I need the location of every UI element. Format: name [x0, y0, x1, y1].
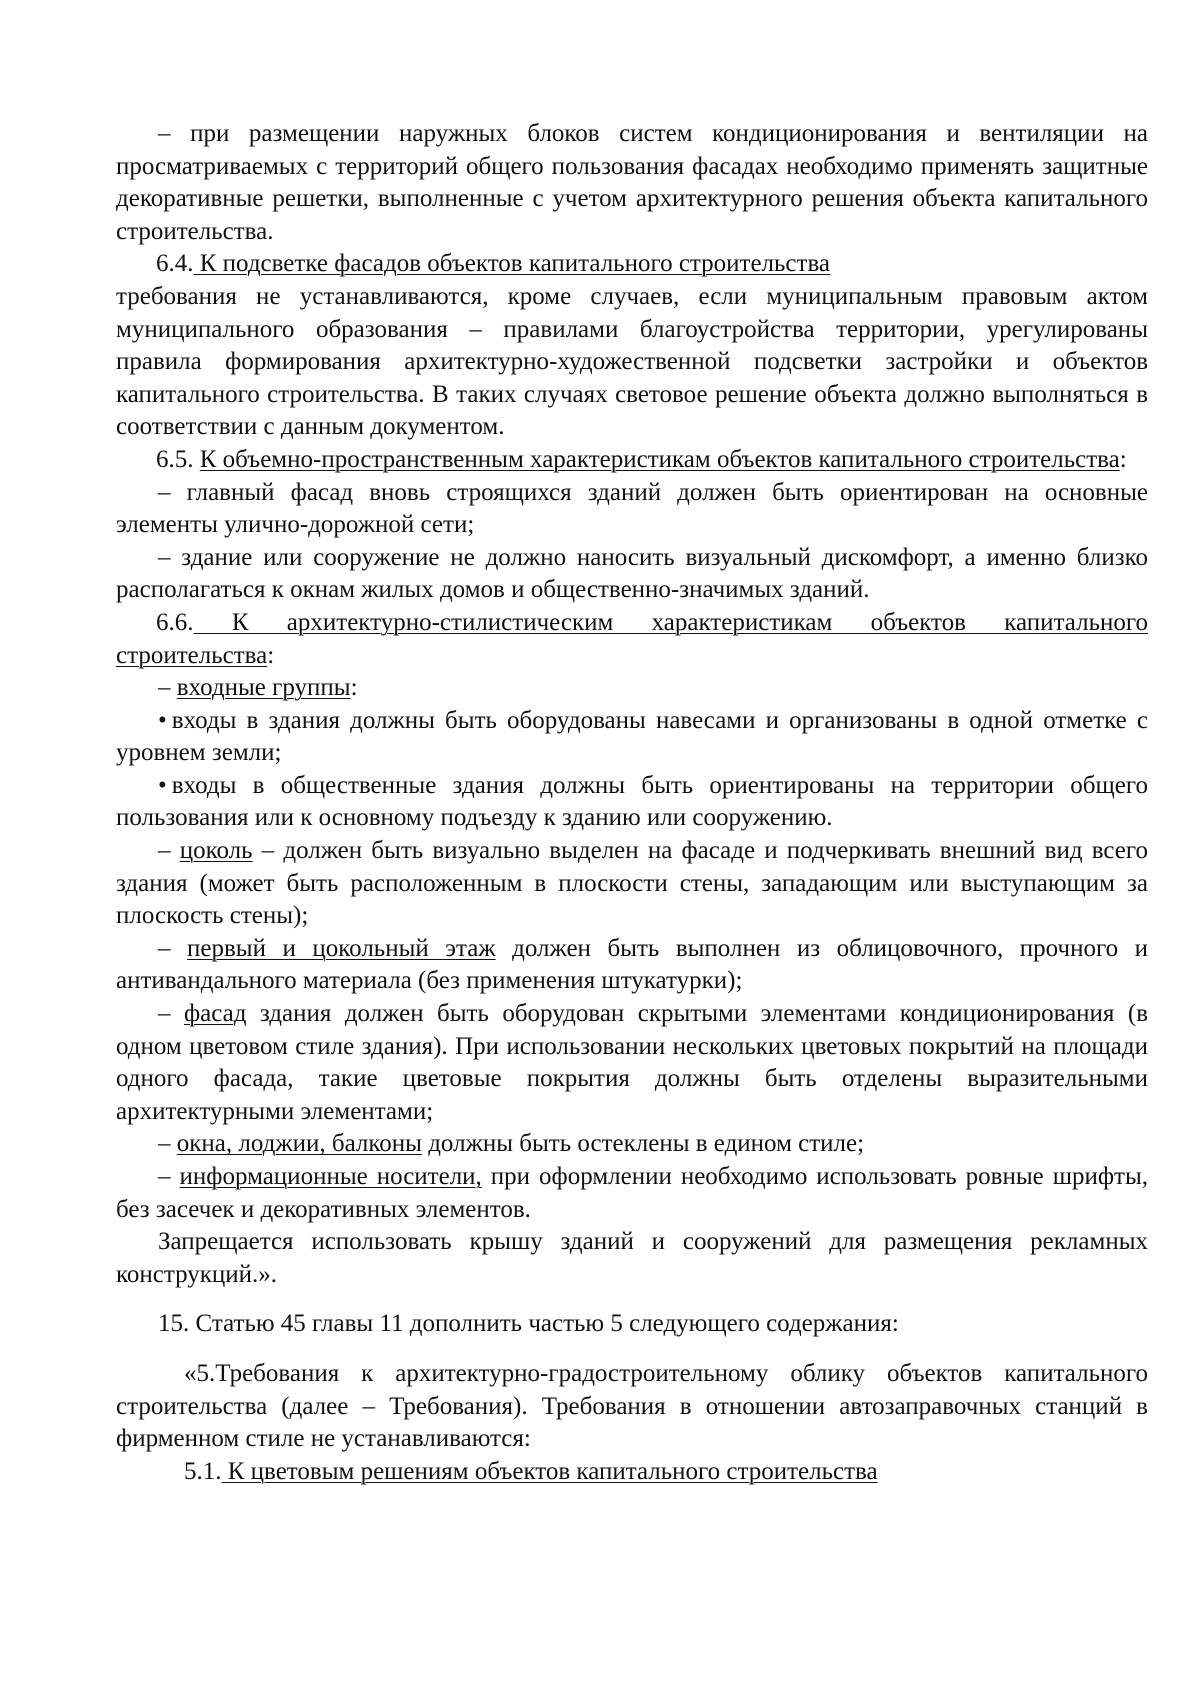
bullet-text: входы в здания должны быть оборудованы навесами и организованы в одной отметке с уровнем земли; — [116, 706, 1148, 767]
underlined-term: входные группы — [176, 674, 351, 702]
paragraph-ventilation-blocks: – при размещении наружных блоков систем кондиционирования и вентиляции на просматриваемых с территорий общего пользования фасадах необходимо применять защитные декоративные решетки, выполненные с учетом архитектурного решения объекта капитального строительства. — [116, 120, 1148, 245]
dash: – — [158, 1000, 184, 1028]
list-item-windows — [116, 1128, 1148, 1161]
list-item-entrance-groups — [116, 672, 1148, 705]
bullet-item-public-entrances — [116, 770, 1148, 835]
list-item-first-floor — [116, 933, 1148, 998]
section-number: 5.1. — [184, 1457, 222, 1485]
paragraph-item-15: 15. Статью 45 главы 11 дополнить частью 5 следующего содержания: — [158, 1310, 899, 1338]
list-item-plinth — [116, 835, 1148, 933]
section-number: 6.6. — [156, 608, 194, 636]
list-item-visual-discomfort: – здание или сооружение не должно наносить визуальный дискомфорт, а именно близко располагаться к окнам жилых домов и общественно-значимых зданий. — [116, 543, 1148, 604]
section-body: требования не устанавливаются, кроме случаев, если муниципальным правовым актом муниципального образования – правилами благоустройства территории, урегулированы правила формирования архитектурно-художественной подсветки застройки и объектов капитального строительства. В таких случаях световое решение объекта должно выполняться в соответствии с данным документом. — [116, 282, 1148, 441]
dash: – — [158, 674, 177, 702]
item-text: при оформлении необходимо использовать ровные шрифты, без засечек и декоративных элементов. — [116, 1163, 1148, 1223]
colon: : — [350, 674, 358, 702]
section-5-1 — [116, 1456, 1148, 1489]
underlined-term: окна, лоджии, балконы — [176, 1130, 422, 1158]
section-heading-underlined: К подсветке фасадов объектов капитального строительства — [193, 250, 831, 278]
section-6-6 — [116, 607, 1148, 672]
underlined-term: информационные носители, — [179, 1163, 482, 1190]
section-6-4 — [116, 248, 1148, 444]
section-6-5 — [116, 444, 1148, 477]
paragraph-quote-5: «5.Требования к архитектурно-градостроительному облику объектов капитального строительства (далее – Требования). Требования в отношении автозаправочных станций в фирменном стиле не устанавливаются: — [116, 1359, 1148, 1453]
bullet-text: входы в общественные здания должны быть ориентированы на территории общего пользования или к основному подъезду к зданию или сооружению. — [116, 771, 1148, 832]
colon: : — [1119, 445, 1127, 473]
section-heading-underlined: К архитектурно-стилистическим характеристикам объектов капитального строительства — [116, 608, 1148, 669]
section-heading-underlined: К цветовым решениям объектов капитального строительства — [221, 1457, 878, 1485]
paragraph-roof-ban: Запрещается использовать крышу зданий и сооружений для размещения рекламных конструкций.». — [116, 1228, 1148, 1288]
underlined-term: первый и цокольный этаж — [187, 934, 496, 962]
item-text: должен быть выполнен из облицовочного, прочного и антивандального материала (без применения штукатурки); — [116, 934, 1148, 995]
item-text: должны быть остеклены в едином стиле; — [421, 1130, 865, 1158]
item-text: здания должен быть оборудован скрытыми элементами кондиционирования (в одном цветовом стиле здания). При использовании нескольких цветовых покрытий на площади одного фасада, такие цветовые покрытия должны быть отделены выразительными архитектурными элементами; — [116, 1000, 1148, 1125]
dash: – — [158, 1163, 180, 1190]
underlined-term: цоколь — [179, 837, 253, 865]
list-item-main-facade: – главный фасад вновь строящихся зданий должен быть ориентирован на основные элементы улично-дорожной сети; — [116, 478, 1148, 539]
colon: : — [267, 641, 275, 669]
bullet-item-entrances-awnings — [116, 705, 1148, 770]
dash: – — [158, 837, 180, 865]
item-text: – должен быть визуально выделен на фасаде и подчеркивать внешний вид всего здания (может быть расположенным в плоскости стены, западающим или выступающим за плоскость стены); — [116, 837, 1149, 930]
section-number: 6.5. — [156, 445, 200, 473]
list-item-info-carriers — [116, 1161, 1148, 1226]
bullet-icon: • — [158, 706, 167, 734]
dash: – — [158, 934, 188, 962]
underlined-term: фасад — [183, 1000, 247, 1028]
bullet-icon: • — [158, 771, 167, 799]
list-item-facade — [116, 998, 1148, 1128]
section-heading-underlined: К объемно-пространственным характеристикам объектов капитального строительства — [199, 445, 1120, 473]
dash: – — [158, 1130, 177, 1158]
section-number: 6.4. — [156, 250, 194, 278]
